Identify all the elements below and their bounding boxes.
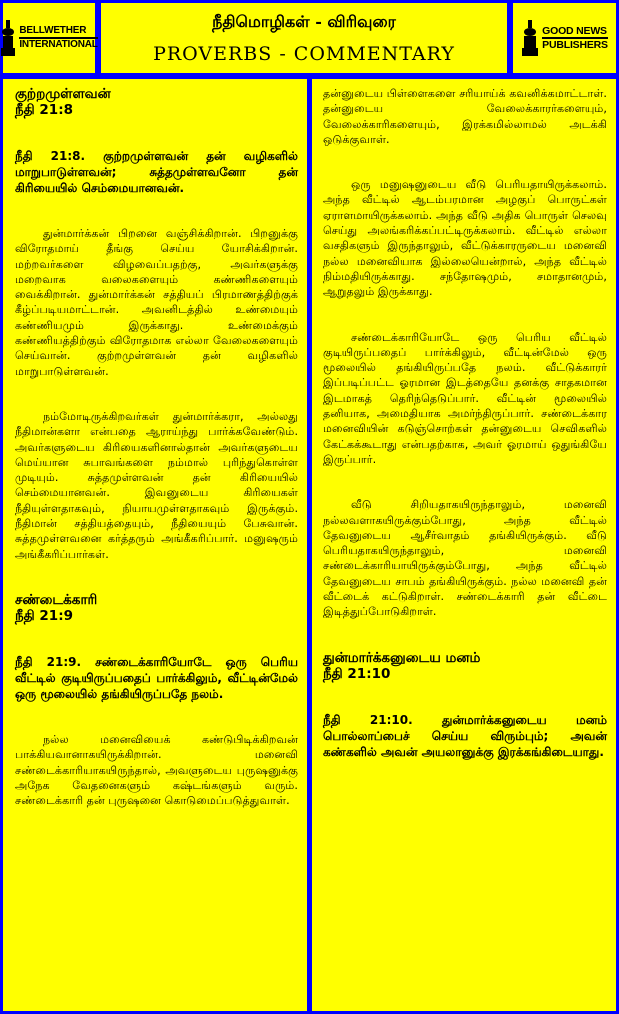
- section-reference: நீதி 21:10: [323, 665, 391, 682]
- commentary-paragraph: நல்ல மனைவியைக் கண்டுபிடிக்கிறவன் பாக்கியவானாகயிருக்கிறான். மனைவி சண்டைக்காரியாகயிருந்தால், அவளுடைய புருஷனுக்கு அநேக வேதனைகளும் கஷ்டங்களும் வரும். சண்டைக்காரி தன் புருஷனை கொடுமைப்படுத்துவாள்.: [15, 732, 298, 808]
- title-english: PROVERBS - COMMENTARY: [153, 43, 455, 65]
- commentary-paragraph: வீடு சிறியதாகயிருந்தாலும், மனைவி நல்லவளாகயிருக்கும்போது, அந்த வீட்டில் தேவனுடைய ஆசீர்வாதம் தங்கியிருக்கும். வீடு பெரியதாகயிருந்தாலும், மனைவி சண்டைக்காரியாயிருக்கும்போது, அந்த வீட்டில் தேவனுடைய சாபம் தங்கியிருக்கும். நல்ல மனைவி தன் வீட்டைக் கட்டுகிறாள். சண்டைக்காரி தன் வீட்டை இடித்துப்போடுகிறாள்.: [323, 498, 607, 619]
- good-news-book-icon: [521, 18, 539, 58]
- section-heading: குற்றமுள்ளவன்: [15, 86, 111, 102]
- commentary-paragraph: சண்டைக்காரியோடே ஒரு பெரிய வீட்டில் குடியிருப்பதைப் பார்க்கிலும், வீட்டின்மேல் ஒரு மூலையில் தங்கியிருப்பதே நலம். வீட்டுக்காரர் இப்படிப்பட்ட ஓரமான இடத்தையே தனக்கு சாதகமான இடமாகத் தெரிந்தெடுப்பார். வீட்டின் மூலையில் தனியாக, அமைதியாக அமர்ந்திருப்பார். சண்டைக்கார மனைவியின் கடுஞ்சொற்கள் தன்னுடைய செவிகளில் கேட்கக்கூடாது என்பதற்காக, அவர் ஓரமாய் ஒதுங்கியே இருப்பார்.: [323, 330, 607, 466]
- commentary-paragraph: துன்மார்க்கன் பிறனை வஞ்சிக்கிறான். பிறனுக்கு விரோதமாய் தீங்கு செய்ய யோசிக்கிறான். மற்றவர்களை விழவைப்பதற்கு, அவர்களுக்கு மறைவாக வலைகளையும் கண்ணிகளையும் வைக்கிறான். துன்மார்க்கன் சத்தியப் பிரமாணத்திற்குக் கீழ்ப்படியமாட்டான். அவனிடத்தில் உண்மையும் கண்ணியமும் இருக்காது. உண்மைக்கும் கண்ணியத்திற்கும் விரோதமாக எல்லா வேலைகளையும் செய்வான். குற்றமுள்ளவன் தன் வழிகளில் மாறுபாடுள்ளவன்.: [15, 227, 298, 378]
- section-reference: நீதி 21:8: [15, 102, 73, 118]
- section-reference: நீதி 21:9: [15, 607, 73, 624]
- logo-left-line2: INTERNATIONAL: [19, 39, 98, 50]
- commentary-paragraph: தன்னுடைய பிள்ளைகளை சரியாய்க் கவனிக்கமாட்டாள். தன்னுடைய வேலைக்காரர்களையும், வேலைக்காரிகளையும், இரக்கமில்லாமல் அடக்கி ஒடுக்குவாள்.: [323, 87, 607, 146]
- good-news-logo: [513, 3, 616, 73]
- verse-text: நீதி 21:10. துன்மார்க்கனுடைய மனம் பொல்லாப்பைச் செய்ய விரும்பும்; அவன் கண்களில் அவன் அயலானுக்கு இரக்கங்கிடையாது.: [323, 712, 607, 759]
- section-heading: துன்மார்க்கனுடைய மனம்: [323, 649, 481, 666]
- commentary-paragraph: ஒரு மனுஷனுடைய வீடு பெரியதாயிருக்கலாம். அந்த வீட்டில் ஆடம்பரமான அழகுப் பொருட்கள் ஏராளமாயிருக்கலாம். அந்த வீடு அதிக பொருள் செலவு செய்து அலங்கரிக்கப்பட்டிருக்கலாம். வீட்டில் எல்லா வசதிகளும் இருந்தாலும், வீட்டுக்காரருடைய மனைவி நல்ல மனைவியாக இல்லையென்றால், அந்த வீட்டில் நிம்மதியிருக்காது. சந்தோஷமும், சமாதானமும், ஆறுதலும் இருக்காது.: [323, 178, 607, 299]
- header-title-box: [101, 3, 507, 73]
- bellwether-sheep-icon: [0, 18, 16, 58]
- left-column: [3, 79, 307, 1011]
- bellwether-logo: [3, 3, 98, 73]
- section-heading: சண்டைக்காரி: [15, 591, 98, 608]
- title-tamil: நீதிமொழிகள் - விரிவுரை: [212, 12, 396, 31]
- verse-text: நீதி 21:9. சண்டைக்காரியோடே ஒரு பெரிய வீட்டில் குடியிருப்பதைப் பார்க்கிலும், வீட்டின்மேல் ஒரு மூலையில் தங்கியிருப்பதே நலம்.: [15, 654, 298, 701]
- logo-right-line1: GOOD NEWS: [542, 25, 607, 37]
- logo-left-line1: BELLWETHER: [19, 25, 97, 39]
- logo-right-line2: PUBLISHERS: [542, 39, 608, 51]
- commentary-paragraph: நம்மோடிருக்கிறவர்கள் துன்மார்க்கரா, அல்லது நீதிமான்களா என்பதை ஆராய்ந்து பார்க்கவேண்டும். அவர்களுடைய கிரியைகளினால்தான் அவர்களுடைய மெய்யான சுபாவங்களை நம்மால் புரிந்துகொள்ள முடியும். சுத்தமுள்ளவன் தன் கிரியையில் செம்மையானவன். இவனுடைய கிரியைகள் நீதியுள்ளதாகவும், நியாயமுள்ளதாகவும் இருக்கும். நீதிமான் சத்தியத்தையும், நீதியையும் பேசுவான். சுத்தமுள்ளவனை கர்த்தரும் அங்கீகரிப்பார். மனுஷரும் அங்கீகரிப்பார்கள்.: [15, 409, 298, 561]
- verse-text: நீதி 21:8. குற்றமுள்ளவன் தன் வழிகளில் மாறுபாடுள்ளவன்; சுத்தமுள்ளவனோ தன் கிரியையில் செம்மையானவன்.: [15, 149, 298, 195]
- right-column: [312, 79, 616, 1011]
